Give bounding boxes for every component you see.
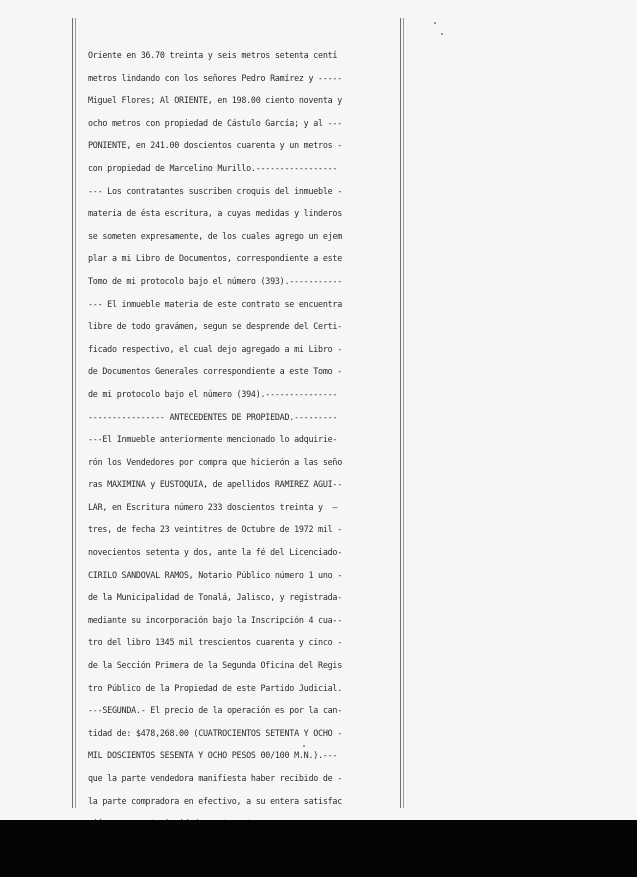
text-line: ras MAXIMINA y EUSTOQUIA, de apellidos RAMIREZ AGUI--	[88, 479, 342, 490]
scan-bottom-edge	[0, 820, 637, 877]
text-line: tro Público de la Propiedad de este Partido Judicial.	[88, 682, 342, 693]
text-line: libre de todo gravámen, segun se desprende del Certi-	[88, 321, 342, 332]
notarial-deed-text	[88, 44, 398, 857]
text-line: de la Municipalidad de Tonalá, Jalisco, y registrada-	[88, 592, 342, 603]
text-line: ---El Inmueble anteriormente mencionado lo adquirie-	[88, 434, 338, 445]
text-line: ocho metros con propiedad de Cástulo García; y al ---	[88, 117, 342, 128]
text-line: que la parte vendedora manifiesta haber recibido de -	[88, 773, 342, 783]
text-line: la parte compradora en efectivo, a su entera satisfac	[88, 795, 342, 806]
text-line: Miguel Flores; Al ORIENTE, en 198.00 ciento noventa y	[88, 95, 342, 106]
text-line: ficado respectivo, el cual dejo agregado a mi Libro -	[88, 343, 342, 354]
text-line: CIRILO SANDOVAL RAMOS, Notario Público número 1 uno -	[88, 569, 342, 580]
text-line: metros lindando con los señores Pedro Ramírez y -----	[88, 72, 342, 83]
text-line: rón los Vendedores por compra que hicierón a las seño	[88, 456, 342, 467]
section-heading-antecedentes: ---------------- ANTECEDENTES DE PROPIEDAD.---------	[88, 411, 338, 422]
left-margin-rule	[72, 18, 73, 808]
scan-speck	[441, 33, 443, 35]
text-line: de Documentos Generales correspondiente a este Tomo -	[88, 366, 342, 377]
text-line: con propiedad de Marcelino Murillo.-----------------	[88, 162, 338, 173]
text-line: PONIENTE, en 241.00 doscientos cuarenta y un metros -	[88, 140, 342, 151]
text-line: materia de ésta escritura, a cuyas medidas y linderos	[88, 208, 342, 219]
right-margin-rule	[400, 18, 401, 808]
text-line: de mi protocolo bajo el número (394).---------------	[88, 388, 338, 399]
text-line: MIL DOSCIENTOS SESENTA Y OCHO PESOS 00/100 M.N.).---	[88, 750, 338, 761]
text-line: de la Sección Primera de la Segunda Oficina del Regis	[88, 660, 342, 671]
text-line: tro del libro 1345 mil trescientos cuarenta y cinco -	[88, 637, 342, 648]
text-line: --- El inmueble materia de este contrato se encuentra	[88, 298, 342, 309]
clause-segunda: ---SEGUNDA.- El precio de la operación es por la can-	[88, 705, 342, 716]
text-line: se someten expresamente, de los cuales agrego un ejem	[88, 230, 342, 241]
scan-speck	[434, 22, 436, 24]
text-line: --- Los contratantes suscriben croquis del inmueble -	[88, 185, 342, 196]
text-line: plar a mi Libro de Documentos, correspondiente a este	[88, 253, 342, 264]
text-line: tres, de fecha 23 veintitres de Octubre de 1972 mil -	[88, 524, 342, 535]
text-line: novecientos setenta y dos, ante la fé del Licenciado-	[88, 547, 342, 558]
text-line: tidad de: $478,268.00 (CUATROCIENTOS SETENTA Y OCHO -	[88, 727, 342, 738]
text-line: Oriente en 36.70 treinta y seis metros setenta centí	[88, 50, 338, 60]
text-line: Tomo de mi protocolo bajo el número (393).-----------	[88, 275, 342, 286]
text-line: LAR, en Escritura número 233 doscientos treinta y —	[88, 501, 338, 512]
text-line: mediante su incorporación bajo la Inscripción 4 cua--	[88, 614, 342, 625]
